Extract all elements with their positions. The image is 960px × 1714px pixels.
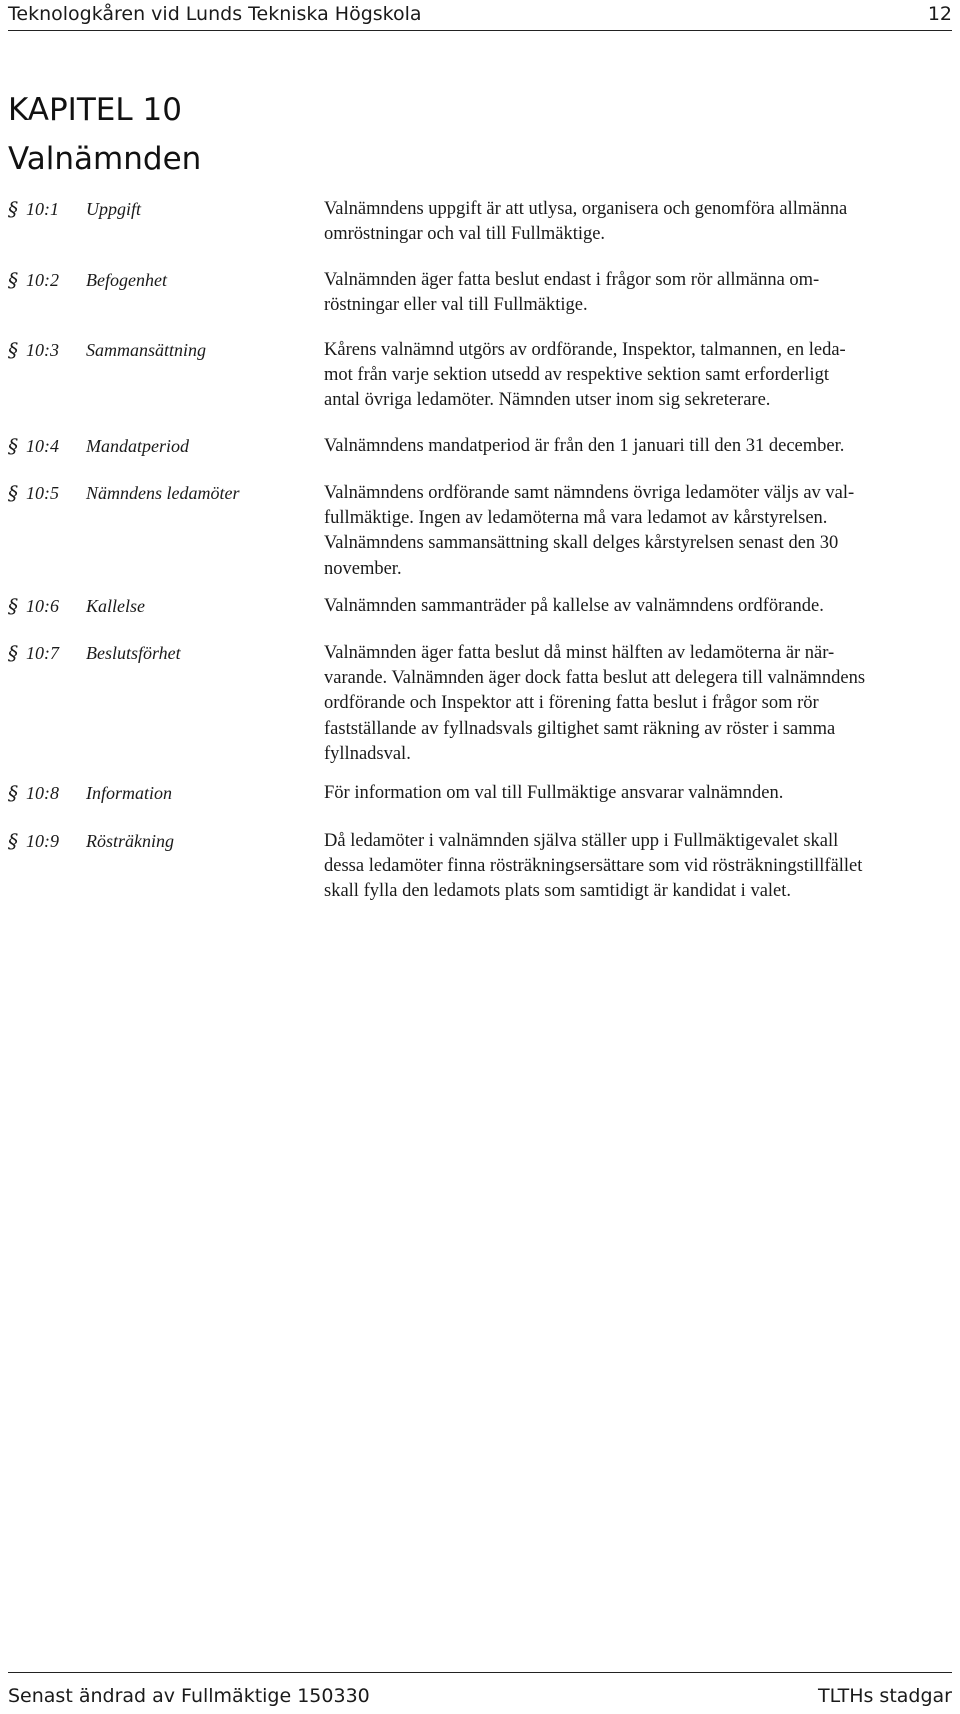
section-mark: § <box>8 641 18 665</box>
header-page-number: 12 <box>927 3 952 25</box>
body-line: Valnämndens sammansättning skall delges kårstyrelsen senast den 30 <box>324 533 839 554</box>
section-number: 10:2 <box>26 270 59 290</box>
section-mark: § <box>8 268 18 292</box>
footer-revision-note: Senast ändrad av Fullmäktige 150330 <box>8 1685 370 1707</box>
chapter-label: KAPITEL 10 <box>8 92 182 128</box>
section-mark: § <box>8 338 18 362</box>
section-body <box>324 268 958 318</box>
body-line: röstningar eller val till Fullmäktige. <box>324 295 588 316</box>
section-title: Befogenhet <box>86 270 167 290</box>
body-line: ordförande och Inspektor att i förening fatta beslut i frågor som rör <box>324 693 819 714</box>
body-line: För information om val till Fullmäktige ansvarar valnämnden. <box>324 783 784 803</box>
section-title: Information <box>86 783 173 803</box>
section-mark: § <box>8 781 18 805</box>
section-title: Uppgift <box>86 199 142 219</box>
section-number: 10:8 <box>26 783 59 803</box>
body-line: antal övriga ledamöter. Nämnden utser inom sig sekreterare. <box>324 390 771 411</box>
body-line: Valnämndens uppgift är att utlysa, organisera och genomföra allmänna <box>324 199 848 219</box>
section-body <box>324 594 958 619</box>
section-mark: § <box>8 197 18 221</box>
body-line: varande. Valnämnden äger dock fatta beslut att delegera till valnämndens <box>324 668 866 689</box>
section-number: 10:6 <box>26 596 59 616</box>
section-body <box>324 641 958 767</box>
section-body <box>324 434 958 459</box>
body-line: Valnämnden äger fatta beslut endast i frågor som rör allmänna om- <box>324 270 820 290</box>
body-line: fastställande av fyllnadsvals giltighet samt räkning av röster i samma <box>324 718 836 739</box>
chapter-heading <box>8 86 201 184</box>
section-mark: § <box>8 594 18 618</box>
section-body <box>324 829 958 905</box>
section-body <box>324 481 958 582</box>
header-organization: Teknologkåren vid Lunds Tekniska Högskola <box>8 3 422 25</box>
section-number: 10:3 <box>26 340 59 360</box>
section-title: Mandatperiod <box>86 436 189 456</box>
body-line: Valnämndens mandatperiod är från den 1 januari till den 31 december. <box>324 436 845 456</box>
section-number: 10:5 <box>26 483 59 503</box>
body-line: fyllnadsval. <box>324 743 411 764</box>
section-number: 10:4 <box>26 436 59 456</box>
section-mark: § <box>8 434 18 458</box>
body-line: Valnämnden sammanträder på kallelse av valnämndens ordförande. <box>324 596 824 616</box>
chapter-title: Valnämnden <box>8 141 202 177</box>
section-number: 10:1 <box>26 199 59 219</box>
body-line: Valnämndens ordförande samt nämndens övriga ledamöter väljs av val- <box>324 483 855 503</box>
section-body <box>324 197 958 247</box>
section-title: Kallelse <box>86 596 145 616</box>
section-title: Rösträkning <box>86 831 174 851</box>
body-line: november. <box>324 558 402 579</box>
section-body <box>324 781 958 806</box>
body-line: dessa ledamöter finna rösträkningsersättare som vid rösträkningstillfället <box>324 856 863 877</box>
body-line: mot från varje sektion utsedd av respektive sektion samt erforderligt <box>324 365 830 386</box>
section-number: 10:7 <box>26 643 59 663</box>
section-title: Beslutsförhet <box>86 643 181 663</box>
section-title: Sammansättning <box>86 340 207 360</box>
body-line: fullmäktige. Ingen av ledamöterna må vara ledamot av kårstyrelsen. <box>324 508 828 529</box>
section-title: Nämndens ledamöter <box>86 483 240 503</box>
section-body <box>324 338 958 414</box>
body-line: skall fylla den ledamots plats som samtidigt är kandidat i valet. <box>324 881 792 902</box>
section-mark: § <box>8 829 18 853</box>
section-mark: § <box>8 481 18 505</box>
page-header <box>8 0 952 31</box>
footer-document-name: TLTHs stadgar <box>818 1685 952 1707</box>
page-footer <box>8 1672 952 1707</box>
body-line: omröstningar och val till Fullmäktige. <box>324 224 606 245</box>
section-number: 10:9 <box>26 831 59 851</box>
body-line: Kårens valnämnd utgörs av ordförande, Inspektor, talmannen, en leda- <box>324 340 846 360</box>
body-line: Valnämnden äger fatta beslut då minst hälften av ledamöterna är när- <box>324 643 835 663</box>
body-line: Då ledamöter i valnämnden själva ställer upp i Fullmäktigevalet skall <box>324 831 839 851</box>
